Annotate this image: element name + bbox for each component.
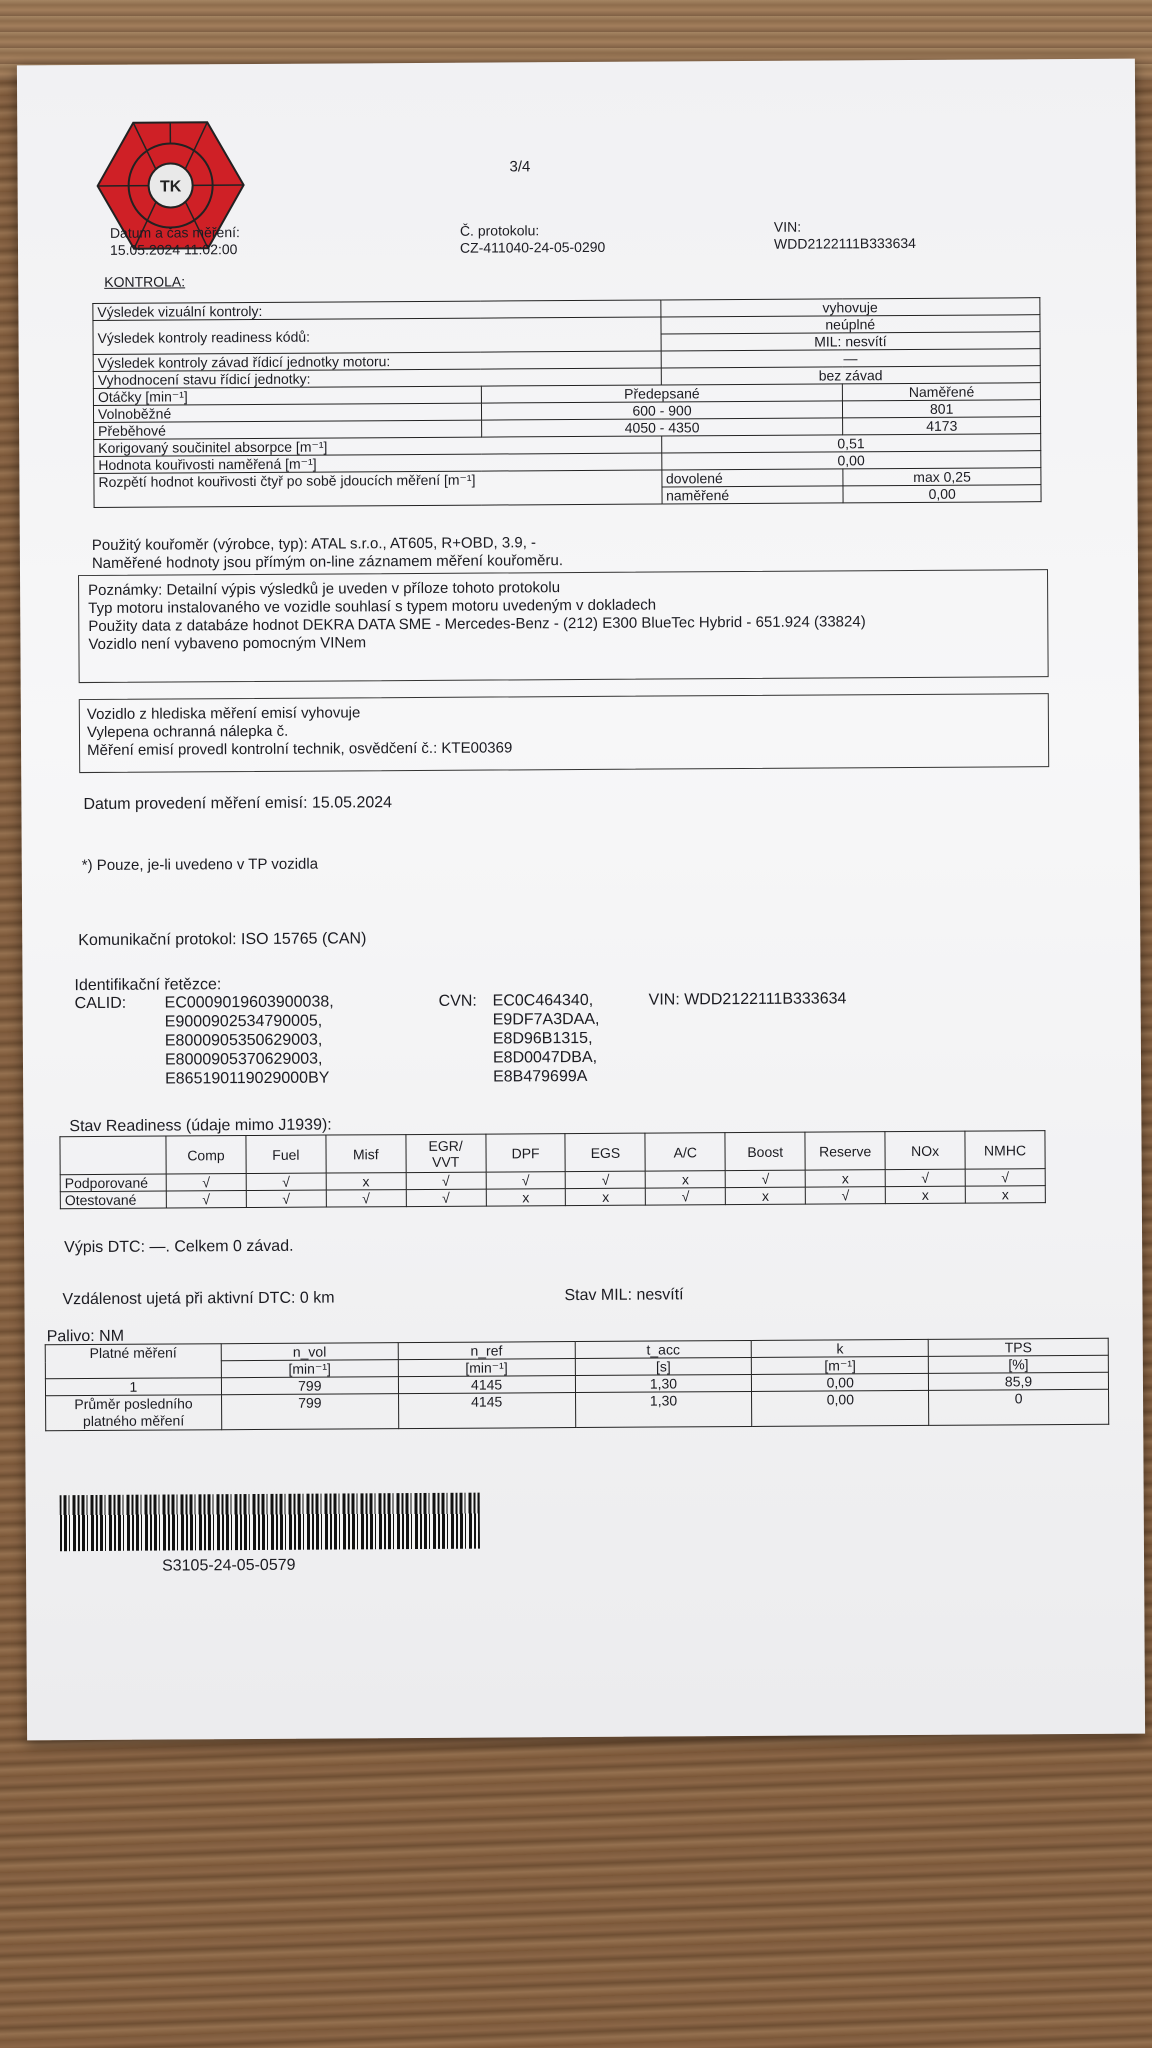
rozpeti-label: Rozpětí hodnot kouřivosti čtyř po sobě jdoucích měření [m⁻¹] (94, 470, 662, 507)
readiness-cell: x (885, 1186, 965, 1203)
readiness-cell: √ (885, 1169, 965, 1186)
volnobezne-namerene: 801 (843, 400, 1041, 418)
date-value: 15.05.2024 11:02:00 (109, 241, 238, 258)
zavad-label: Výsledek kontroly závad řídicí jednotky motoru: (93, 351, 661, 371)
mereni-cell: 1,30 (575, 1391, 752, 1427)
mereni-header-tps: TPS (928, 1338, 1108, 1356)
readiness-col-reserve: Reserve (805, 1132, 885, 1170)
mereni-cell: 0,00 (752, 1390, 929, 1426)
readiness-col-nmhc: NMHC (965, 1131, 1045, 1169)
readiness-cell: √ (486, 1172, 566, 1189)
kontrola-table (92, 297, 1041, 508)
calid-1: EC0009019603900038, (164, 993, 334, 1012)
prebehove-label: Přeběhové (94, 420, 482, 439)
readiness-col-comp: Comp (166, 1136, 246, 1174)
mereni-unit-nref: [min⁻¹] (398, 1359, 575, 1377)
mereni-header-tacc: t_acc (575, 1340, 752, 1358)
kourometr-line-1: Použitý kouřoměr (výrobce, typ): ATAL s.r.o., AT605, R+OBD, 3.9, - (91, 534, 537, 554)
readiness-col-fuel: Fuel (246, 1135, 326, 1173)
mereni-unit-nvol: [min⁻¹] (221, 1360, 398, 1378)
vysledek-3: Měření emisí provedl kontrolní technik, osvědčení č.: KTE00369 (87, 739, 513, 760)
readiness-value-1: neúplné (660, 315, 1040, 334)
readiness-label: Výsledek kontroly readiness kódů: (93, 317, 661, 354)
readiness-cell: √ (246, 1190, 326, 1207)
kontrola-title: KONTROLA: (104, 273, 186, 290)
readiness-cell: √ (566, 1171, 646, 1188)
mereni-unit-k: [m⁻¹] (752, 1356, 929, 1374)
readiness-header-empty (60, 1136, 166, 1175)
page-number: 3/4 (509, 158, 531, 176)
namerene-label: naměřené (662, 486, 844, 504)
calid-label: CALID: (74, 994, 127, 1013)
mereni-cell: 85,9 (929, 1372, 1109, 1390)
dtc-text: Výpis DTC: —. Celkem 0 závad. (64, 1237, 294, 1257)
readiness-cell: √ (646, 1188, 726, 1205)
readiness-col-nox: NOx (885, 1131, 965, 1169)
prebehove-predepsane: 4050 - 4350 (481, 418, 843, 437)
readiness-title: Stav Readiness (údaje mimo J1939): (69, 1116, 332, 1136)
vysledek-2: Vylepena ochranná nálepka č. (86, 722, 289, 742)
poznamka-1: Poznámky: Detailní výpis výsledků je uveden v příloze tohoto protokolu (88, 579, 561, 600)
poznamka-3: Použity data z databáze hodnot DEKRA DATA SME - Mercedes-Benz - (212) E300 BlueTec Hybrid - 651.924 (33824) (88, 613, 866, 636)
dovolene-value: max 0,25 (843, 468, 1041, 486)
readiness-cell: x (326, 1173, 406, 1190)
readiness-col-ac: A/C (645, 1133, 725, 1171)
kourometr-line-2: Naměřené hodnoty jsou přímým on-line záznamem měření kouřoměru. (91, 552, 564, 572)
readiness-cell: √ (406, 1172, 486, 1189)
mereni-cell: 1 (45, 1378, 221, 1396)
mereni-header-platne: Platné měření (45, 1344, 221, 1379)
readiness-cell: √ (725, 1170, 805, 1187)
hodnota-value: 0,00 (661, 451, 1041, 470)
date-label: Datum a čas měření: (109, 224, 240, 241)
poznamka-4: Vozidlo není vybaveno pomocným VINem (88, 634, 367, 654)
vizualni-label: Výsledek vizuální kontroly: (93, 300, 661, 320)
footnote: *) Pouze, je-li uvedeno v TP vozidla (81, 855, 319, 875)
readiness-cell: x (725, 1187, 805, 1204)
readiness-cell: √ (965, 1169, 1045, 1186)
volnobezne-label: Volnoběžné (93, 403, 481, 422)
mereni-cell: 0,00 (752, 1373, 929, 1391)
readiness-cell: x (805, 1170, 885, 1187)
mereni-prumer-label (46, 1395, 222, 1431)
calid-2: E9000902534790005, (164, 1012, 323, 1031)
otacky-label: Otáčky [min⁻¹] (93, 386, 481, 405)
calid-5: E865190119029000BY (165, 1069, 330, 1088)
mereni-cell: 1,30 (575, 1374, 752, 1392)
cvn-5: E8B479699A (493, 1067, 588, 1086)
readiness-col-boost: Boost (725, 1132, 805, 1170)
mereni-header-nref: n_ref (398, 1342, 575, 1360)
cvn-2: E9DF7A3DAA, (492, 1010, 600, 1029)
vin-value: WDD2122111B333634 (773, 234, 916, 252)
protocol-page (17, 59, 1145, 1741)
barcode-icon (60, 1493, 480, 1552)
mereni-unit-tacc: [s] (575, 1357, 752, 1375)
readiness-row-otestovane: Otestované (60, 1191, 166, 1209)
mereni-header-nvol: n_vol (221, 1343, 398, 1361)
cvn-1: EC0C464340, (492, 991, 594, 1010)
readiness-row-podporovane: Podporované (60, 1174, 166, 1192)
readiness-cell: √ (166, 1174, 246, 1191)
mereni-unit-tps: [%] (928, 1355, 1108, 1373)
calid-4: E8000905370629003, (164, 1050, 323, 1069)
predepsane-header: Předepsané (481, 384, 843, 403)
stav-mil-text: Stav MIL: nesvítí (564, 1286, 684, 1305)
mereni-header-k: k (752, 1339, 929, 1357)
namerene-header: Naměřené (843, 383, 1041, 401)
komunikacni-protokol: Komunikační protokol: ISO 15765 (CAN) (78, 930, 367, 950)
koef-label: Korigovaný součinitel absorpce [m⁻¹] (94, 436, 662, 456)
mereni-cell: 4145 (398, 1376, 575, 1394)
dovolene-label: dovolené (661, 469, 843, 487)
zavad-value: — (661, 349, 1041, 368)
ident-vin: VIN: WDD2122111B333634 (648, 990, 847, 1009)
readiness-cell: √ (246, 1173, 326, 1190)
protocol-value: CZ-411040-24-05-0290 (459, 238, 606, 256)
namerene-value: 0,00 (843, 485, 1041, 503)
mereni-table (45, 1338, 1110, 1431)
readiness-cell: x (965, 1186, 1045, 1203)
readiness-col-egr: EGR/ VVT (406, 1134, 486, 1172)
mereni-cell: 799 (221, 1394, 398, 1430)
readiness-cell: x (566, 1188, 646, 1205)
vizualni-value: vyhovuje (660, 298, 1040, 317)
datum-provedeni: Datum provedení měření emisí: 15.05.2024 (83, 794, 393, 814)
readiness-cell: x (646, 1171, 726, 1188)
palivo-text: Palivo: NM (46, 1327, 125, 1346)
barcode-text: S3105-24-05-0579 (162, 1556, 296, 1575)
stav-value: bez závad (661, 366, 1041, 385)
mereni-cell: 0 (929, 1389, 1109, 1425)
cvn-4: E8D0047DBA, (492, 1048, 598, 1067)
mereni-prumer-label-2: platného měření (82, 1412, 185, 1430)
readiness-table (59, 1130, 1045, 1209)
readiness-col-egs: EGS (565, 1133, 645, 1171)
stav-label: Vyhodnocení stavu řídicí jednotky: (93, 368, 661, 388)
readiness-cell: √ (166, 1191, 246, 1208)
readiness-col-dpf: DPF (485, 1134, 565, 1172)
hodnota-label: Hodnota kouřivosti naměřená [m⁻¹] (94, 453, 662, 473)
koef-value: 0,51 (661, 434, 1041, 453)
volnobezne-predepsane: 600 - 900 (481, 401, 843, 420)
mereni-cell: 4145 (398, 1393, 575, 1429)
cvn-3: E8D96B1315, (492, 1029, 593, 1048)
readiness-cell: √ (326, 1190, 406, 1207)
mereni-cell: 799 (221, 1377, 398, 1395)
poznamka-2: Typ motoru instalovaného ve vozidle souhlasí s typem motoru uvedeným v dokladech (88, 596, 657, 618)
mereni-prumer-label-1: Průměr posledního (74, 1395, 193, 1413)
vysledek-1: Vozidlo z hlediska měření emisí vyhovuje (86, 704, 361, 724)
vzdalenost-text: Vzdálenost ujetá při aktivní DTC: 0 km (62, 1289, 335, 1309)
protocol-label: Č. protokolu: (459, 222, 540, 239)
readiness-cell: √ (805, 1187, 885, 1204)
calid-3: E8000905350629003, (164, 1031, 323, 1050)
readiness-value-2: MIL: nesvítí (661, 332, 1041, 351)
prebehove-namerene: 4173 (843, 417, 1041, 435)
readiness-cell: x (486, 1189, 566, 1206)
readiness-col-misf: Misf (326, 1135, 406, 1173)
ident-title: Identifikační řetězce: (74, 976, 222, 995)
vin-label: VIN: (773, 218, 802, 235)
cvn-label: CVN: (438, 992, 477, 1010)
stamp-text: TK (159, 178, 182, 196)
readiness-cell: √ (406, 1189, 486, 1206)
